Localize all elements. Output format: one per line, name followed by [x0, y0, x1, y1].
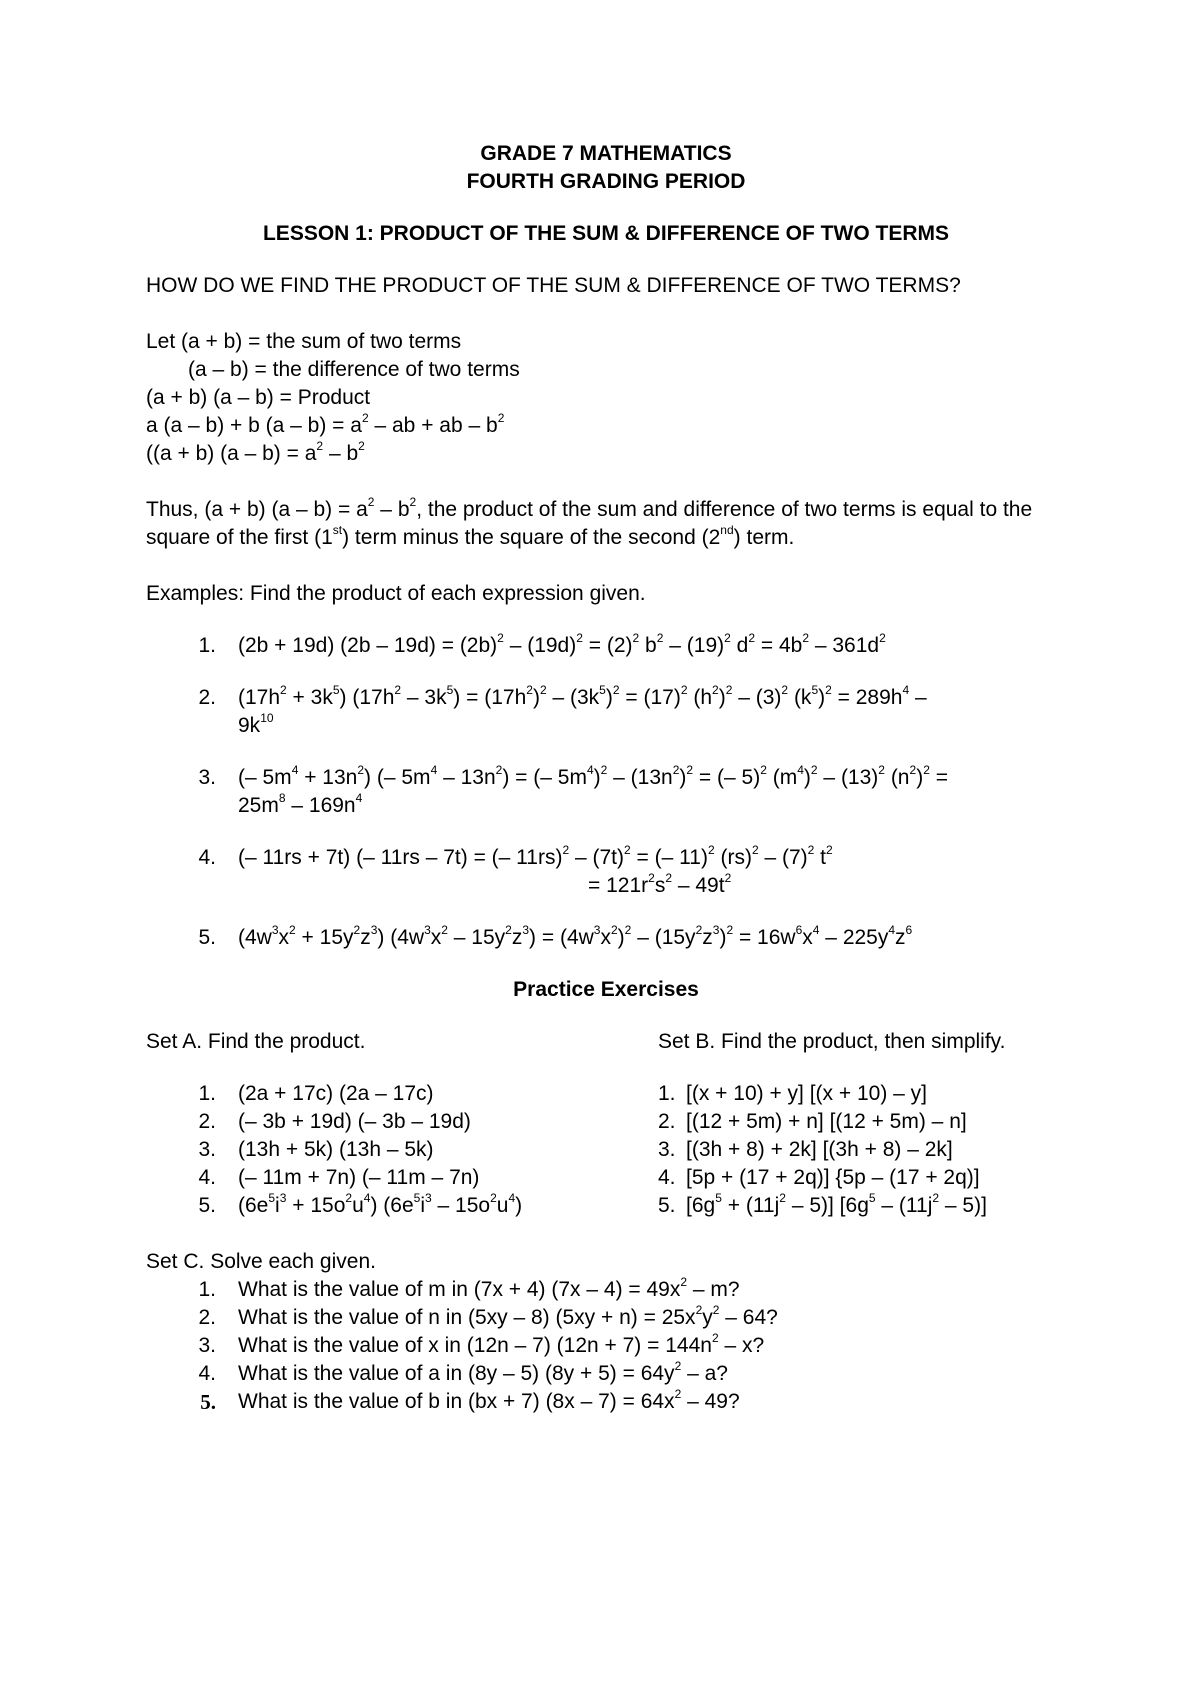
list-item: 1. What is the value of m in (7x + 4) $(7x - 4) = 49x^2 - m$?: [198, 1275, 740, 1301]
set-a-title: Set A. Find the product.: [146, 1030, 366, 1053]
set-a-list: [146, 1080, 658, 1220]
intro-question: HOW DO WE FIND THE PRODUCT OF THE SUM & DIFFERENCE OF TWO TERMS?: [146, 274, 961, 297]
examples-list: [146, 632, 1066, 952]
set-b-list: [658, 1080, 1066, 1220]
list-item: 1. [(x + 10) + y] [(x + 10) – y]: [658, 1082, 928, 1105]
set-a: [146, 1028, 658, 1220]
list-item: 3. [(3h + 8) + 2k] [(3h + 8) – 2k]: [658, 1138, 953, 1161]
list-item: 3. What is the value of x in (12n – 7) $(12n + 7) = 144n^2 - x$?: [198, 1331, 765, 1357]
examples-heading: Examples: Find the product of each expression given.: [146, 582, 646, 605]
set-c-list: [146, 1276, 1066, 1416]
list-item: 4. (– 11m + 7n) (– 11m – 7n): [198, 1166, 480, 1189]
list-item: 4. What is the value of a in (8y – 5) $(8y + 5) = 64y^2 - a$?: [198, 1359, 728, 1385]
example-item: 1. (2b + 19d) $(2b - 19d) = (2b)^2 - (19d)^2 = (2)^2$ $b^2 - (19)^2$ $d^2 = 4b^2 - 361d^2$: [198, 631, 886, 657]
let-line-1: Let (a + b) = the sum of two terms: [146, 330, 462, 353]
list-item: 1. (2a + 17c) (2a – 17c): [198, 1082, 434, 1105]
example-item: 3. (– $5m^4 + 13n^2$) (– $5m^4 - 13n^2$) = (– $5m^4)^2 - (13n^2)^2$ = (– 5)$^2$ $(m^4)^2 - (13)^2$ $(n^2)^2$ = $25m^8 - 169n^4$: [198, 763, 948, 817]
product-line: (a + b) (a – b) = Product: [146, 386, 371, 409]
example-item: 4. (– 11rs + 7t) (– 11rs – 7t) = (– $11rs)^2 - (7t)^2$ = (– 11)$^2$ $(rs)^2 - (7)^2$ $t^2$ = $121r^2s^2 - 49t^2$: [198, 843, 833, 897]
list-item: 5. What is the value of b in (bx + 7) $(8x - 7) = 64x^2 - 49$?: [200, 1387, 740, 1414]
list-item: 5. $[6g^5 + (11j^2 - 5)]$ $[6g^5 - (11j^2 - 5)]$: [658, 1191, 987, 1217]
set-b-title: Set B. Find the product, then simplify.: [658, 1030, 1006, 1053]
set-c-title: Set C. Solve each given.: [146, 1250, 376, 1273]
list-item: 2. [(12 + 5m) + n] [(12 + 5m) – n]: [658, 1110, 967, 1133]
result-line: ((a + b) $(a - b) = a^2 - b^2$: [146, 439, 365, 465]
document-page: [146, 140, 1066, 1416]
set-b: [658, 1028, 1066, 1220]
practice-sets-ab: [146, 1028, 1066, 1220]
doc-title: GRADE 7 MATHEMATICS: [480, 142, 732, 165]
doc-subtitle: FOURTH GRADING PERIOD: [466, 170, 746, 193]
practice-heading: Practice Exercises: [513, 978, 699, 1001]
example-item: 5. $(4w^3x^2 + 15y^2z^3)$ $(4w^3x^2 - 15y^2z^3) = (4w^3x^2)^2 - (15y^2z^3)^2 = 16w^6x^4 - 225y^4z^6$: [198, 923, 913, 949]
list-item: 5. $(6e^5i^3 + 15o^2u^4)$ $(6e^5i^3 - 15o^2u^4)$: [198, 1191, 523, 1217]
let-line-2: (a – b) = the difference of two terms: [188, 358, 520, 381]
expand-line: a (a – b) + b $(a - b) = a^2$ – ab + ab – $b^2$: [146, 411, 505, 437]
list-item: 2. What is the value of n in (5xy – 8) $(5xy + n) = 25x^2y^2 - 64$?: [198, 1303, 778, 1329]
thus-paragraph: Thus, (a + b) $(a - b) = a^2 - b^2$, the product of the sum and difference of two terms is equal to the square of the first (1st) term minus the square of the second (2nd) term.: [146, 495, 1033, 549]
list-item: 4. [5p + (17 + 2q)] {5p – (17 + 2q)]: [658, 1166, 980, 1189]
example-item: 2. $(17h^2 + 3k^5)$ $(17h^2 - 3k^5) = (17h^2)^2 - (3k^5)^2 = (17)^2$ $(h^2)^2 - (3)^2$ $(k^5)^2 = 289h^4$ – $9k^{10}$: [198, 683, 927, 737]
list-item: 2. (– 3b + 19d) (– 3b – 19d): [198, 1110, 471, 1133]
list-item: 3. (13h + 5k) (13h – 5k): [198, 1138, 434, 1161]
lesson-title: LESSON 1: PRODUCT OF THE SUM & DIFFERENCE OF TWO TERMS: [262, 222, 949, 245]
